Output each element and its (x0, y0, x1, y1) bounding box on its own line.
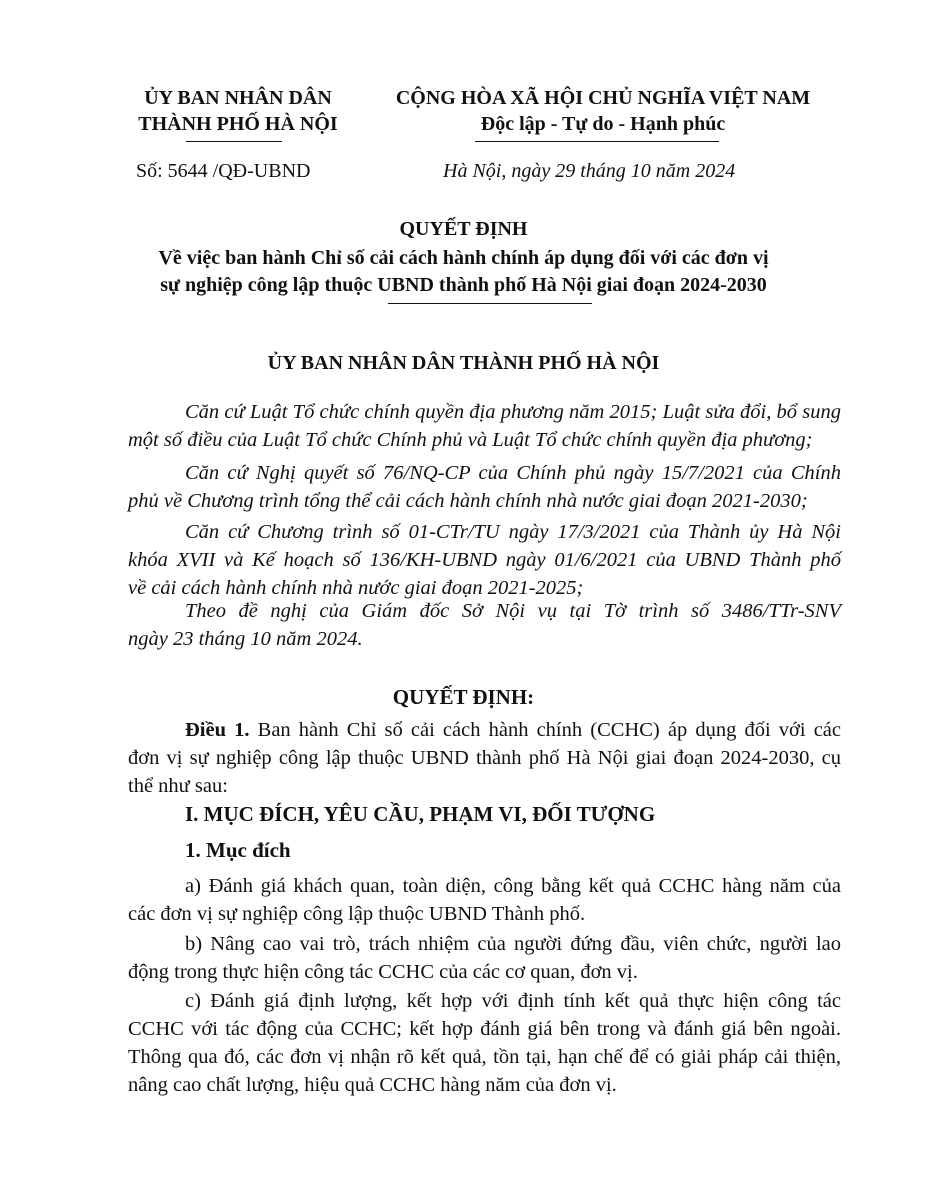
article-1-line: đơn vị sự nghiệp công lập thuộc UBND thành phố Hà Nội giai đoạn 2024-2030, cụ (128, 747, 841, 769)
issuer-heading: ỦY BAN NHÂN DÂN THÀNH PHỐ HÀ NỘI (267, 352, 660, 374)
basis-3-line: về cải cách hành chính nhà nước giai đoạn 2021-2025; (128, 577, 584, 599)
section-1-heading: I. MỤC ĐÍCH, YÊU CẦU, PHẠM VI, ĐỐI TƯỢNG (185, 802, 656, 826)
agency-underline (186, 141, 282, 142)
subject-line1: Về việc ban hành Chỉ số cải cách hành chính áp dụng đối với các đơn vị (158, 247, 769, 269)
item-c-line: CCHC với tác động của CCHC; kết hợp đánh giá bên trong và đánh giá bên ngoài. (128, 1018, 841, 1040)
article-1 (128, 716, 841, 800)
item-a (128, 872, 841, 928)
item-b (128, 930, 841, 986)
article-1-text: Ban hành Chỉ số cải cách hành chính (CCHC) áp dụng đối với các (249, 719, 842, 741)
item-c-line: c) Đánh giá định lượng, kết hợp với định tính kết quả thực hiện công tác (185, 990, 841, 1012)
doc-number: Số: 5644 /QĐ-UBND (136, 160, 311, 182)
basis-2 (128, 459, 841, 515)
motto-underline (475, 141, 719, 142)
basis-3-line: khóa XVII và Kế hoạch số 136/KH-UBND ngày 01/6/2021 của UBND Thành phố (128, 549, 841, 571)
basis-1 (128, 398, 841, 454)
basis-2-line: Căn cứ Nghị quyết số 76/NQ-CP của Chính phủ ngày 15/7/2021 của Chính (185, 462, 841, 484)
agency-line1: ỦY BAN NHÂN DÂN (144, 87, 332, 109)
subject-line2: sự nghiệp công lập thuộc UBND thành phố Hà Nội giai đoạn 2024-2030 (160, 274, 767, 296)
nation-line1: CỘNG HÒA XÃ HỘI CHỦ NGHĨA VIỆT NAM (395, 87, 811, 109)
basis-4-line: ngày 23 tháng 10 năm 2024. (128, 628, 363, 650)
article-1-line: thể như sau: (128, 775, 228, 797)
basis-3 (128, 518, 841, 602)
article-1-label: Điều 1. (185, 719, 250, 741)
item-a-line: a) Đánh giá khách quan, toàn diện, công bằng kết quả CCHC hàng năm của (185, 875, 841, 897)
agency-line2: THÀNH PHỐ HÀ NỘI (138, 113, 338, 135)
item-c-line: nâng cao chất lượng, hiệu quả CCHC hàng năm của đơn vị. (128, 1074, 617, 1096)
basis-2-line: phủ về Chương trình tổng thể cải cách hành chính nhà nước giai đoạn 2021-2030; (128, 490, 808, 512)
doc-type-title: QUYẾT ĐỊNH (399, 218, 528, 240)
basis-3-line: Căn cứ Chương trình số 01-CTr/TU ngày 17/3/2021 của Thành ủy Hà Nội (185, 521, 841, 543)
basis-4 (128, 597, 841, 653)
item-c-line: Thông qua đó, các đơn vị nhận rõ kết quả, tồn tại, hạn chế để có giải pháp cải thiện, (128, 1046, 841, 1068)
item-c (128, 987, 841, 1099)
item-b-line: b) Nâng cao vai trò, trách nhiệm của người đứng đầu, viên chức, người lao (185, 933, 841, 955)
basis-1-line: Căn cứ Luật Tổ chức chính quyền địa phương năm 2015; Luật sửa đổi, bổ sung (185, 401, 841, 423)
date-line: Hà Nội, ngày 29 tháng 10 năm 2024 (443, 160, 736, 182)
article-1-first-line (128, 716, 841, 744)
basis-4-line: Theo đề nghị của Giám đốc Sở Nội vụ tại Tờ trình số 3486/TTr-SNV (185, 600, 841, 622)
decision-heading: QUYẾT ĐỊNH: (392, 685, 535, 709)
subject-underline (388, 303, 592, 304)
item-a-line: các đơn vị sự nghiệp công lập thuộc UBND Thành phố. (128, 903, 586, 925)
nation-motto: Độc lập - Tự do - Hạnh phúc (480, 113, 726, 135)
item-b-line: động trong thực hiện công tác CCHC của các cơ quan, đơn vị. (128, 961, 638, 983)
basis-1-line: một số điều của Luật Tổ chức Chính phủ và Luật Tổ chức chính quyền địa phương; (128, 429, 813, 451)
subsection-1-heading: 1. Mục đích (185, 838, 291, 862)
